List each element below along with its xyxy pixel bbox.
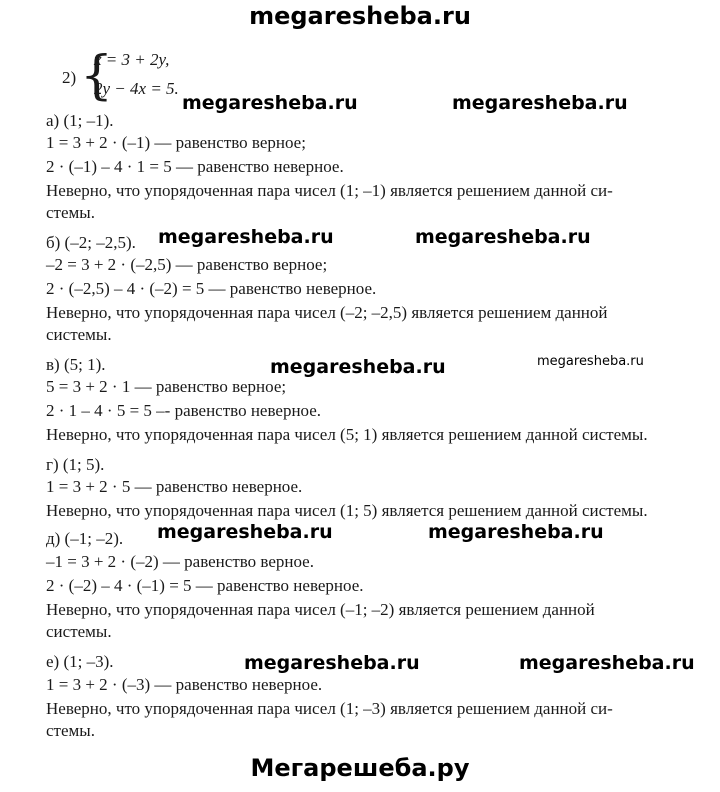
case-c-heading: в) (5; 1). [46,355,106,374]
watermark: megaresheba.ru [244,652,420,674]
case-a-conclusion: Неверно, что упорядоченная пара чисел (1; –1) является решением данной си- [46,181,613,200]
case-e-conclusion: Неверно, что упорядоченная пара чисел (–1; –2) является решением данной [46,600,595,619]
case-c-conclusion: Неверно, что упорядоченная пара чисел (5; 1) является решением данной системы. [46,425,648,444]
case-a-heading: а) (1; –1). [46,111,114,130]
watermark: megaresheba.ru [182,92,358,114]
watermark: megaresheba.ru [537,354,644,369]
case-b-conclusion-cont: системы. [46,325,112,344]
case-b-check-2: 2 · (–2,5) – 4 · (–2) = 5 — равенство неверное. [46,279,377,298]
equation-1: x = 3 + 2y, [94,50,170,69]
case-f-conclusion-cont: стемы. [46,721,95,740]
watermark: megaresheba.ru [158,226,334,248]
watermark: megaresheba.ru [415,226,591,248]
case-e-heading: д) (–1; –2). [46,529,124,548]
case-a-check-2: 2 · (–1) – 4 · 1 = 5 — равенство неверное. [46,157,344,176]
case-a-conclusion-cont: стемы. [46,203,95,222]
case-b-conclusion: Неверно, что упорядоченная пара чисел (–2; –2,5) является решением данной [46,303,608,322]
case-b-heading: б) (–2; –2,5). [46,233,136,252]
watermark: megaresheba.ru [428,521,604,543]
case-f-conclusion: Неверно, что упорядоченная пара чисел (1; –3) является решением данной си- [46,699,613,718]
case-a-check-1: 1 = 3 + 2 · (–1) — равенство верное; [46,133,306,152]
system-brace: { [80,46,114,106]
case-e-conclusion-cont: системы. [46,622,112,641]
watermark: megaresheba.ru [157,521,333,543]
equation-2: 2y − 4x = 5. [94,79,179,98]
site-footer: Мегарешеба.ру [250,754,470,782]
case-d-check-1: 1 = 3 + 2 · 5 — равенство неверное. [46,477,303,496]
watermark: megaresheba.ru [270,356,446,378]
case-e-check-1: –1 = 3 + 2 · (–2) — равенство верное. [46,552,314,571]
watermark: megaresheba.ru [452,92,628,114]
watermark: megaresheba.ru [519,652,695,674]
case-c-check-2: 2 · 1 – 4 · 5 = 5 –- равенство неверное. [46,401,322,420]
case-e-check-2: 2 · (–2) – 4 · (–1) = 5 — равенство неверное. [46,576,364,595]
case-b-check-1: –2 = 3 + 2 · (–2,5) — равенство верное; [46,255,328,274]
site-header: megaresheba.ru [249,2,471,30]
case-d-heading: г) (1; 5). [46,455,105,474]
case-d-conclusion: Неверно, что упорядоченная пара чисел (1; 5) является решением данной системы. [46,501,648,520]
case-f-check-1: 1 = 3 + 2 · (–3) — равенство неверное. [46,675,323,694]
case-f-heading: е) (1; –3). [46,652,114,671]
case-c-check-1: 5 = 3 + 2 · 1 — равенство верное; [46,377,287,396]
problem-number: 2) [62,68,77,87]
